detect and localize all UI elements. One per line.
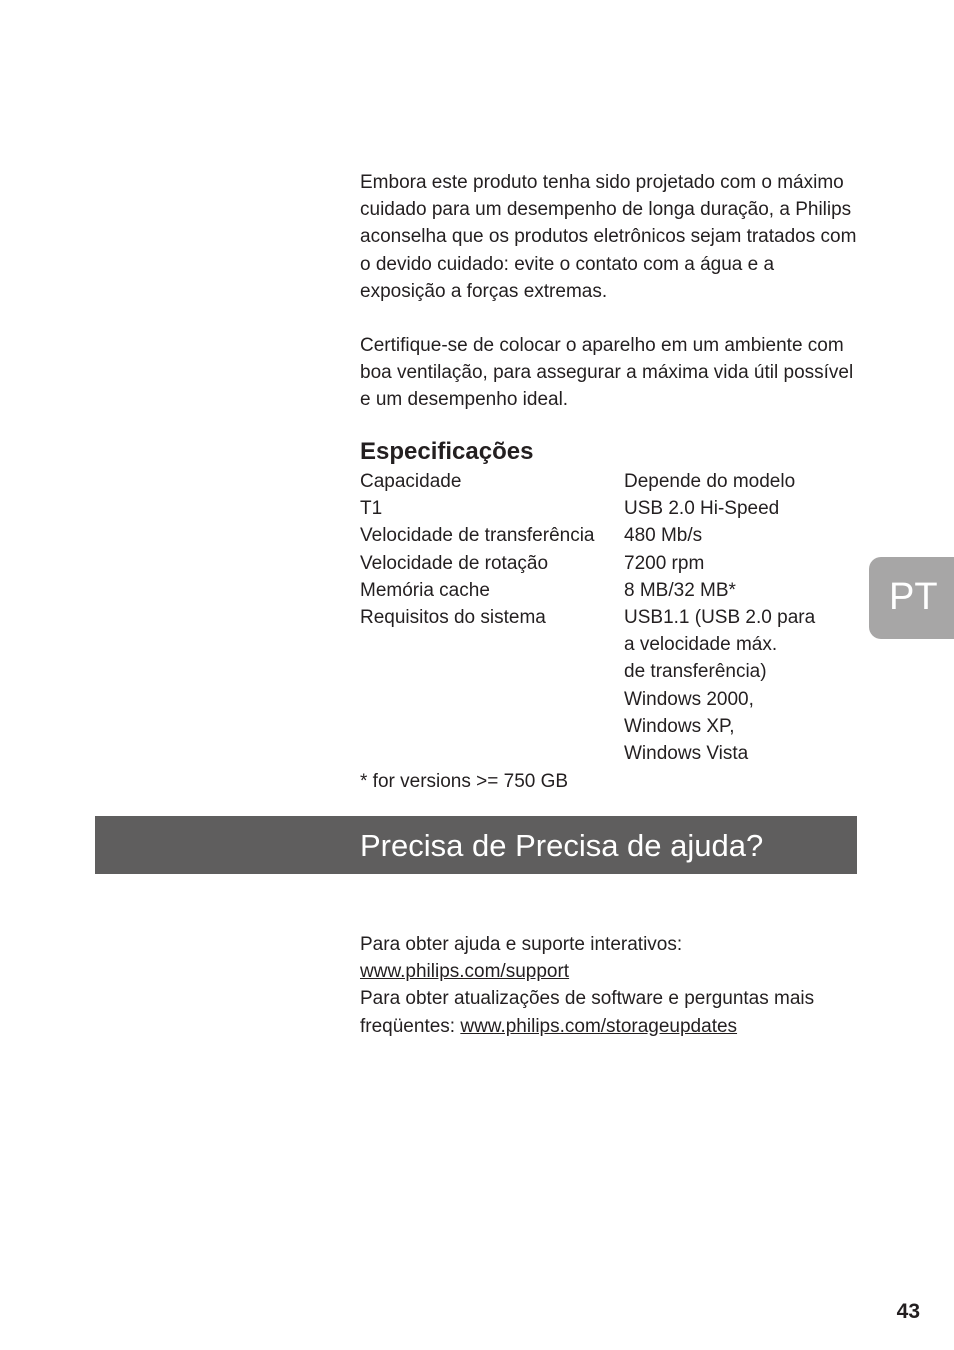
spec-row — [360, 550, 864, 577]
spec-value: USB 2.0 Hi-Speed — [624, 498, 780, 520]
help-support-text: Para obter ajuda e suporte interativos: — [360, 934, 683, 955]
storage-updates-link[interactable]: www.philips.com/storageupdates — [460, 1015, 738, 1037]
specifications-table — [360, 468, 864, 767]
ventilation-paragraph: Certifique-se de colocar o aparelho em um ambiente com boa ventilação, para assegurar a máxima vida útil possível e um desempenho ideal. — [360, 335, 854, 411]
spec-value: 7200 rpm — [624, 552, 705, 574]
spec-row — [360, 577, 864, 604]
help-updates-prefix: freqüentes: — [360, 1015, 461, 1037]
spec-key: Memória cache — [360, 579, 490, 601]
spec-key: Velocidade de transferência — [360, 525, 595, 547]
spec-row — [360, 604, 864, 767]
specifications-footnote: * for versions >= 750 GB — [360, 771, 569, 792]
help-section-banner — [95, 816, 857, 874]
spec-row — [360, 495, 864, 522]
help-updates-text: Para obter atualizações de software e perguntas mais — [360, 988, 815, 1010]
language-tab-label: PT — [889, 576, 938, 618]
spec-value: 8 MB/32 MB* — [624, 579, 736, 601]
help-block — [360, 931, 860, 1040]
support-link[interactable]: www.philips.com/support — [360, 961, 570, 983]
specifications-heading: Especificações — [360, 438, 534, 465]
spec-row — [360, 468, 864, 495]
language-tab — [869, 557, 954, 639]
page-number: 43 — [896, 1300, 920, 1323]
spec-value: 480 Mb/s — [624, 525, 703, 547]
spec-key: Capacidade — [360, 471, 462, 492]
intro-paragraph: Embora este produto tenha sido projetado com o máximo cuidado para um desempenho de longa duração, a Philips aconselha que os produtos eletrônicos sejam tratados com o devido cuidado: evite o contato com a água e a exposição a forças extremas. — [360, 172, 857, 302]
help-section-title: Precisa de Precisa de ajuda? — [360, 828, 764, 863]
spec-key: T1 — [360, 498, 383, 520]
spec-key: Requisitos do sistema — [360, 607, 546, 629]
spec-row — [360, 522, 864, 549]
spec-value: Depende do modelo — [624, 471, 796, 492]
spec-key: Velocidade de rotação — [360, 552, 549, 574]
spec-value: USB1.1 (USB 2.0 para a velocidade máx. de transferência) Windows 2000, Windows XP, Windows Vista — [624, 607, 816, 765]
